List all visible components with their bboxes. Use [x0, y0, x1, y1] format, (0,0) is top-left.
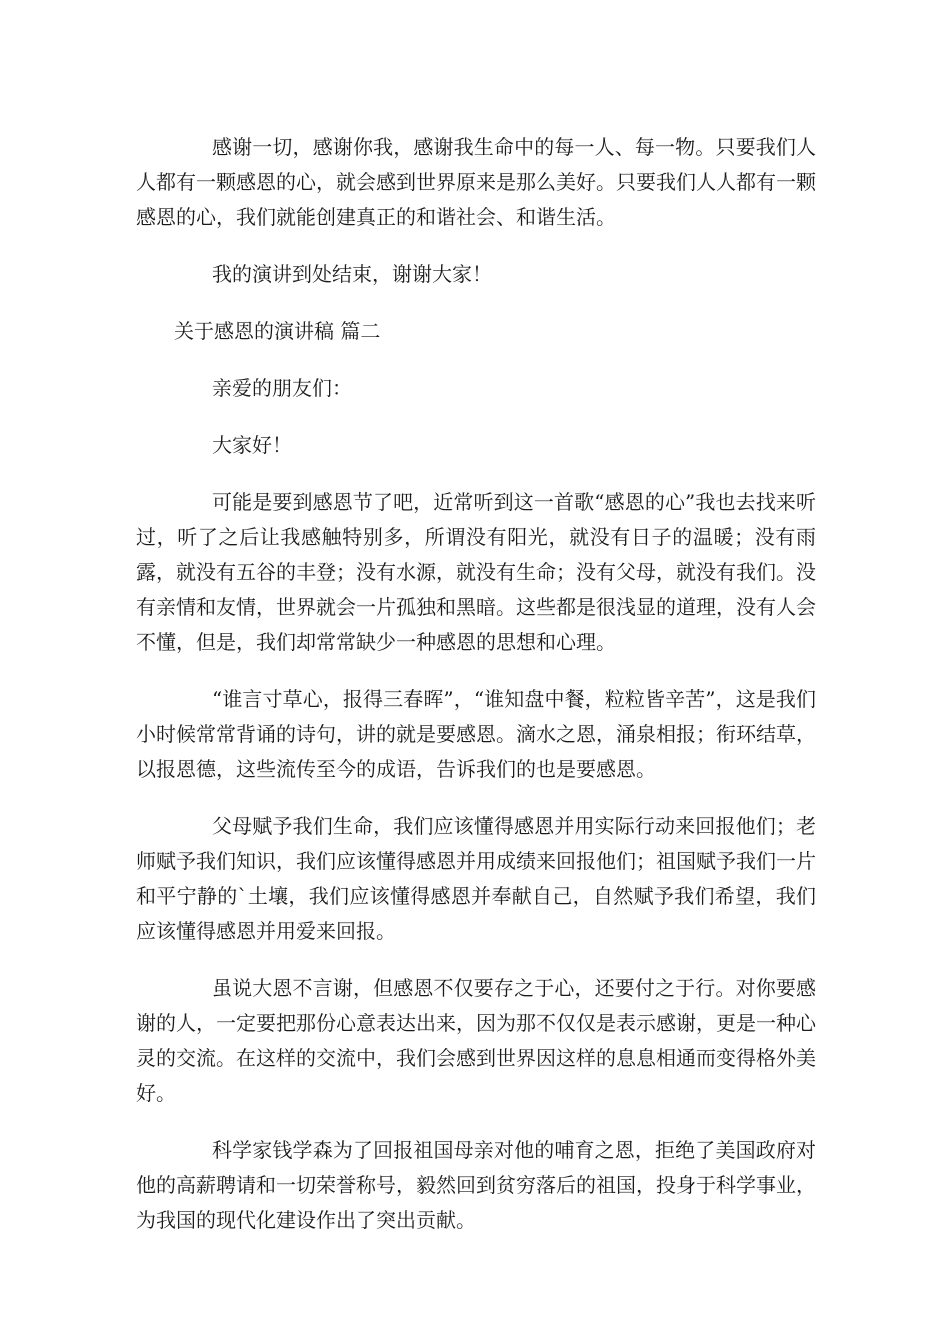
paragraph-speech-end: 我的演讲到处结束，谢谢大家！ — [212, 262, 492, 286]
greeting: 大家好！ — [212, 433, 292, 457]
paragraph-scientist: 科学家钱学森为了回报祖国母亲对他的哺育之恩，拒绝了美国政府对他的高薪聘请和一切荣誉称号，毅然回到贫穷落后的祖国，投身于科学事业，为我国的现代化建设作出了突出贡献。 — [136, 1138, 816, 1232]
paragraph-closing-thanks: 感谢一切，感谢你我，感谢我生命中的每一人、每一物。只要我们人人都有一颗感恩的心，就会感到世界原来是那么美好。只要我们人人都有一颗感恩的心，我们就能创建真正的和谐社会、和谐生活。 — [136, 135, 816, 229]
paragraph-express: 虽说大恩不言谢，但感恩不仅要存之于心，还要付之于行。对你要感谢的人，一定要把那份心意表达出来，因为那不仅仅是表示感谢，更是一种心灵的交流。在这样的交流中，我们会感到世界因这样的息息相通而变得格外美好。 — [136, 976, 816, 1105]
document-body — [136, 130, 816, 1260]
section-title: 关于感恩的演讲稿 篇二 — [174, 319, 381, 343]
paragraph-song: 可能是要到感恩节了吧，近常听到这一首歌“感恩的心”我也去找来听过，听了之后让我感触特别多，所谓没有阳光，就没有日子的温暖；没有雨露，就没有五谷的丰登；没有水源，就没有生命；没有父母，就没有我们。没有亲情和友情，世界就会一片孤独和黑暗。这些都是很浅显的道理，没有人会不懂，但是，我们却常常缺少一种感恩的思想和心理。 — [136, 490, 816, 654]
paragraph-poems: “谁言寸草心，报得三春晖”，“谁知盘中餐，粒粒皆辛苦”，这是我们小时候常常背诵的诗句，讲的就是要感恩。滴水之恩，涌泉相报；衔环结草，以报恩德，这些流传至今的成语，告诉我们的也是要感恩。 — [136, 687, 816, 781]
paragraph-gratitude-to: 父母赋予我们生命，我们应该懂得感恩并用实际行动来回报他们；老师赋予我们知识，我们应该懂得感恩并用成绩来回报他们；祖国赋予我们一片和平宁静的`土壤，我们应该懂得感恩并奉献自己，自然赋予我们希望，我们应该懂得感恩并用爱来回报。 — [136, 814, 816, 943]
salutation: 亲爱的朋友们： — [212, 376, 352, 400]
